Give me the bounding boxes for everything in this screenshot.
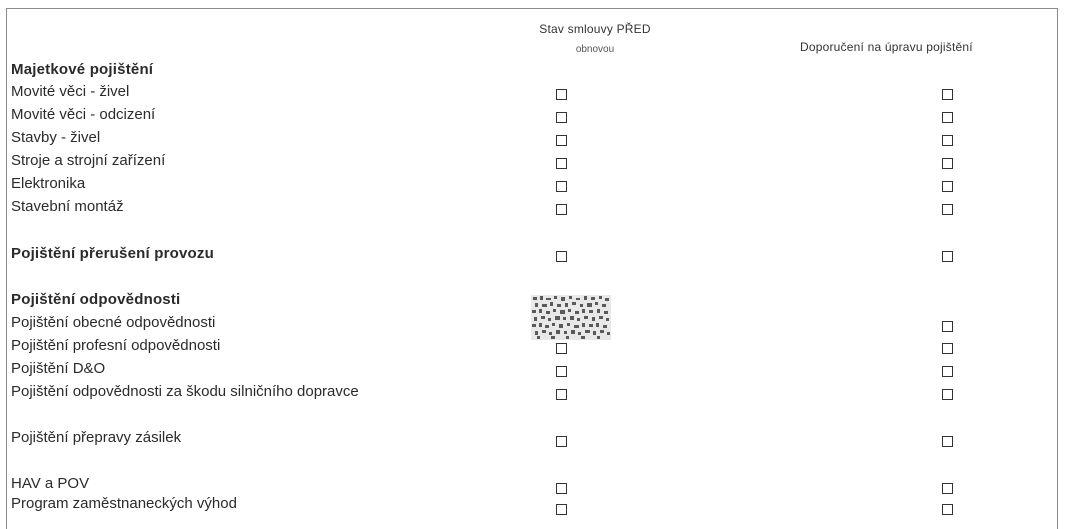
qr-code-stamp xyxy=(531,295,611,340)
row-label: Movité věci - živel xyxy=(11,83,130,100)
checkbox-after[interactable] xyxy=(942,204,953,215)
checkbox-after[interactable] xyxy=(942,158,953,169)
checkbox-before[interactable] xyxy=(556,366,567,377)
checkbox-after[interactable] xyxy=(942,436,953,447)
checkbox-after[interactable] xyxy=(942,112,953,123)
checkbox-after[interactable] xyxy=(942,321,953,332)
checkbox-after[interactable] xyxy=(942,504,953,515)
checkbox-before[interactable] xyxy=(556,483,567,494)
row-label: Pojištění D&O xyxy=(11,360,106,377)
row-label: HAV a POV xyxy=(11,475,90,492)
section-heading-liability: Pojištění odpovědnosti xyxy=(11,291,181,308)
row-label: Pojištění přepravy zásilek xyxy=(11,429,182,446)
row-label: Pojištění profesní odpovědnosti xyxy=(11,337,221,354)
checkbox-after[interactable] xyxy=(942,366,953,377)
checkbox-before[interactable] xyxy=(556,158,567,169)
checkbox-after[interactable] xyxy=(942,89,953,100)
row-label: Elektronika xyxy=(11,175,86,192)
checkbox-before[interactable] xyxy=(556,251,567,262)
row-label: Stavební montáž xyxy=(11,198,124,215)
section-heading-property: Majetkové pojištění xyxy=(11,61,154,78)
checkbox-after[interactable] xyxy=(942,251,953,262)
checkbox-before[interactable] xyxy=(556,204,567,215)
row-label: Pojištění odpovědnosti za škodu silničního dopravce xyxy=(11,383,359,400)
checkbox-after[interactable] xyxy=(942,483,953,494)
row-label: Stavby - živel xyxy=(11,129,101,146)
checkbox-before[interactable] xyxy=(556,112,567,123)
checkbox-after[interactable] xyxy=(942,343,953,354)
checkbox-before[interactable] xyxy=(556,389,567,400)
row-label: Movité věci - odcizení xyxy=(11,106,156,123)
checkbox-before[interactable] xyxy=(556,436,567,447)
row-label: Stroje a strojní zařízení xyxy=(11,152,166,169)
column-after-title: Doporučení na úpravu pojištění xyxy=(800,40,973,54)
checkbox-before[interactable] xyxy=(556,89,567,100)
form-frame xyxy=(6,8,1058,529)
checkbox-after[interactable] xyxy=(942,181,953,192)
checkbox-before[interactable] xyxy=(556,343,567,354)
row-label: Program zaměstnaneckých výhod xyxy=(11,495,237,512)
checkbox-before[interactable] xyxy=(556,181,567,192)
checkbox-after[interactable] xyxy=(942,135,953,146)
column-header-after xyxy=(800,40,1071,54)
row-label: Pojištění obecné odpovědnosti xyxy=(11,314,216,331)
checkbox-after[interactable] xyxy=(942,389,953,400)
checkbox-before[interactable] xyxy=(556,504,567,515)
column-before-subtitle: obnovou xyxy=(575,44,615,55)
column-before-title: Stav smlouvy PŘED xyxy=(539,22,651,36)
section-heading-business-interruption: Pojištění přerušení provozu xyxy=(11,245,214,262)
column-header-before xyxy=(520,22,670,55)
checkbox-before[interactable] xyxy=(556,135,567,146)
